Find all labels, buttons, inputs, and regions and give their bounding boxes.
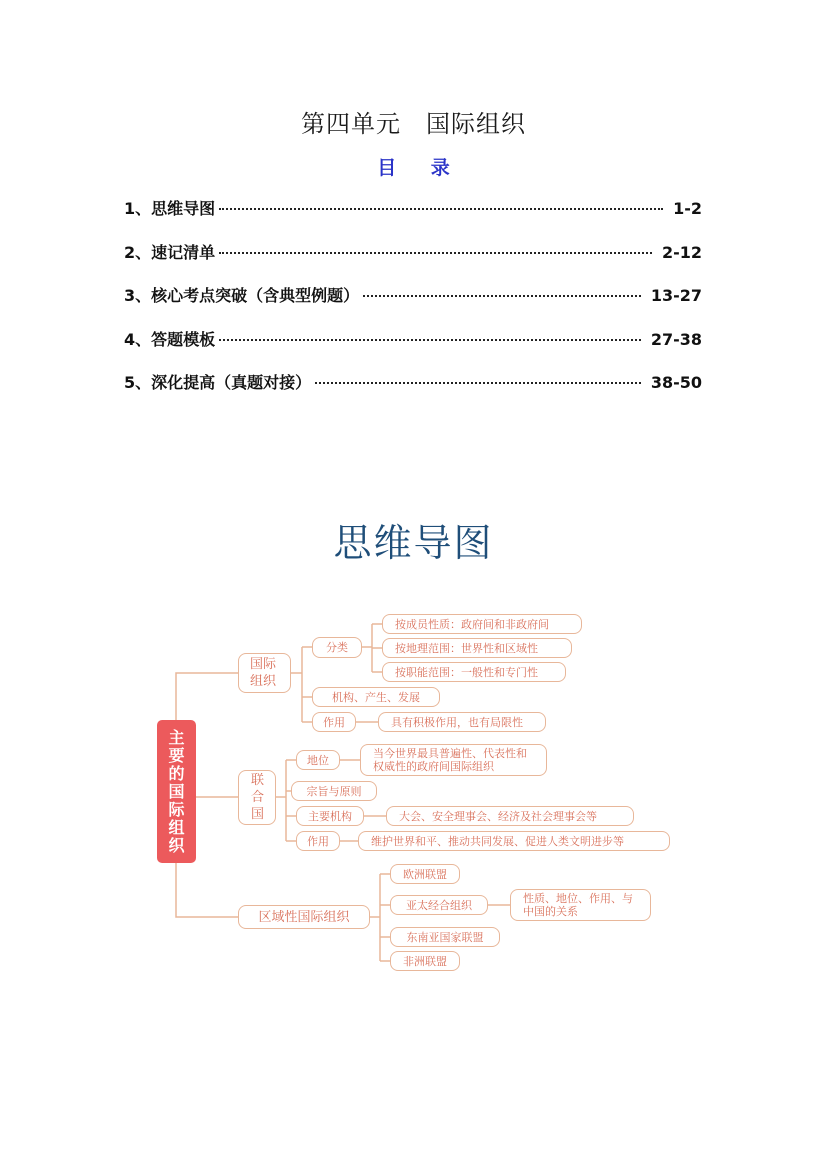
toc-entry-label: 5、深化提高（真题对接） (124, 373, 312, 392)
connector-root-regional (176, 863, 238, 917)
toc-entry-label: 1、思维导图 (124, 199, 216, 218)
node-un-status-detail: 当今世界最具普遍性、代表性和权威性的政府间国际组织 (360, 744, 547, 776)
node-apec-detail: 性质、地位、作用、与中国的关系 (510, 889, 651, 921)
node-regional-item: 欧洲联盟 (390, 864, 460, 884)
node-regional: 区域性国际组织 (238, 905, 370, 929)
node-un-role: 作用 (296, 831, 340, 851)
toc-entry-pages: 38-50 (650, 373, 702, 392)
toc-entry-pages: 27-38 (650, 329, 702, 349)
toc-heading: 目 录 (377, 157, 464, 179)
node-un-status: 地位 (296, 750, 340, 770)
toc-entry-label: 4、答题模板 (124, 329, 216, 349)
node-un-purpose: 宗旨与原则 (291, 781, 377, 801)
toc-entry-pages: 2-12 (661, 242, 702, 262)
node-regional-item: 亚太经合组织 (390, 895, 488, 915)
unit-title: 第四单元 国际组织 (301, 110, 526, 138)
toc-entry-label: 3、核心考点突破（含典型例题） (124, 286, 360, 305)
node-classify: 分类 (312, 637, 362, 658)
toc-entry-pages: 13-27 (650, 286, 702, 305)
toc-entry-label: 2、速记清单 (124, 242, 216, 262)
node-intl-org: 国际组织 (238, 653, 291, 693)
connector-regional-children (370, 874, 390, 961)
connector-un-children (276, 760, 296, 841)
toc-entry-pages: 1-2 (673, 199, 702, 218)
node-intl-structure: 机构、产生、发展 (312, 687, 440, 707)
mindmap-title: 思维导图 (333, 521, 494, 565)
connector-classify-items (362, 624, 382, 672)
connector-root-intl-org (176, 673, 238, 720)
node-un-organs-detail: 大会、安全理事会、经济及社会理事会等 (386, 806, 634, 826)
node-intl-role-detail: 具有积极作用，也有局限性 (378, 712, 546, 732)
node-classify-item: 按职能范围：一般性和专门性 (382, 662, 566, 682)
mindmap-root: 主要的国际组织 (157, 720, 196, 863)
node-un: 联合国 (238, 770, 276, 825)
node-intl-role: 作用 (312, 712, 356, 732)
node-regional-item: 非洲联盟 (390, 951, 460, 971)
node-un-role-detail: 维护世界和平、推动共同发展、促进人类文明进步等 (358, 831, 670, 851)
node-classify-item: 按成员性质：政府间和非政府间 (382, 614, 582, 634)
node-classify-item: 按地理范围：世界性和区域性 (382, 638, 572, 658)
node-regional-item: 东南亚国家联盟 (390, 927, 500, 947)
node-un-organs: 主要机构 (296, 806, 364, 826)
connector-intl-org-children (291, 647, 312, 722)
